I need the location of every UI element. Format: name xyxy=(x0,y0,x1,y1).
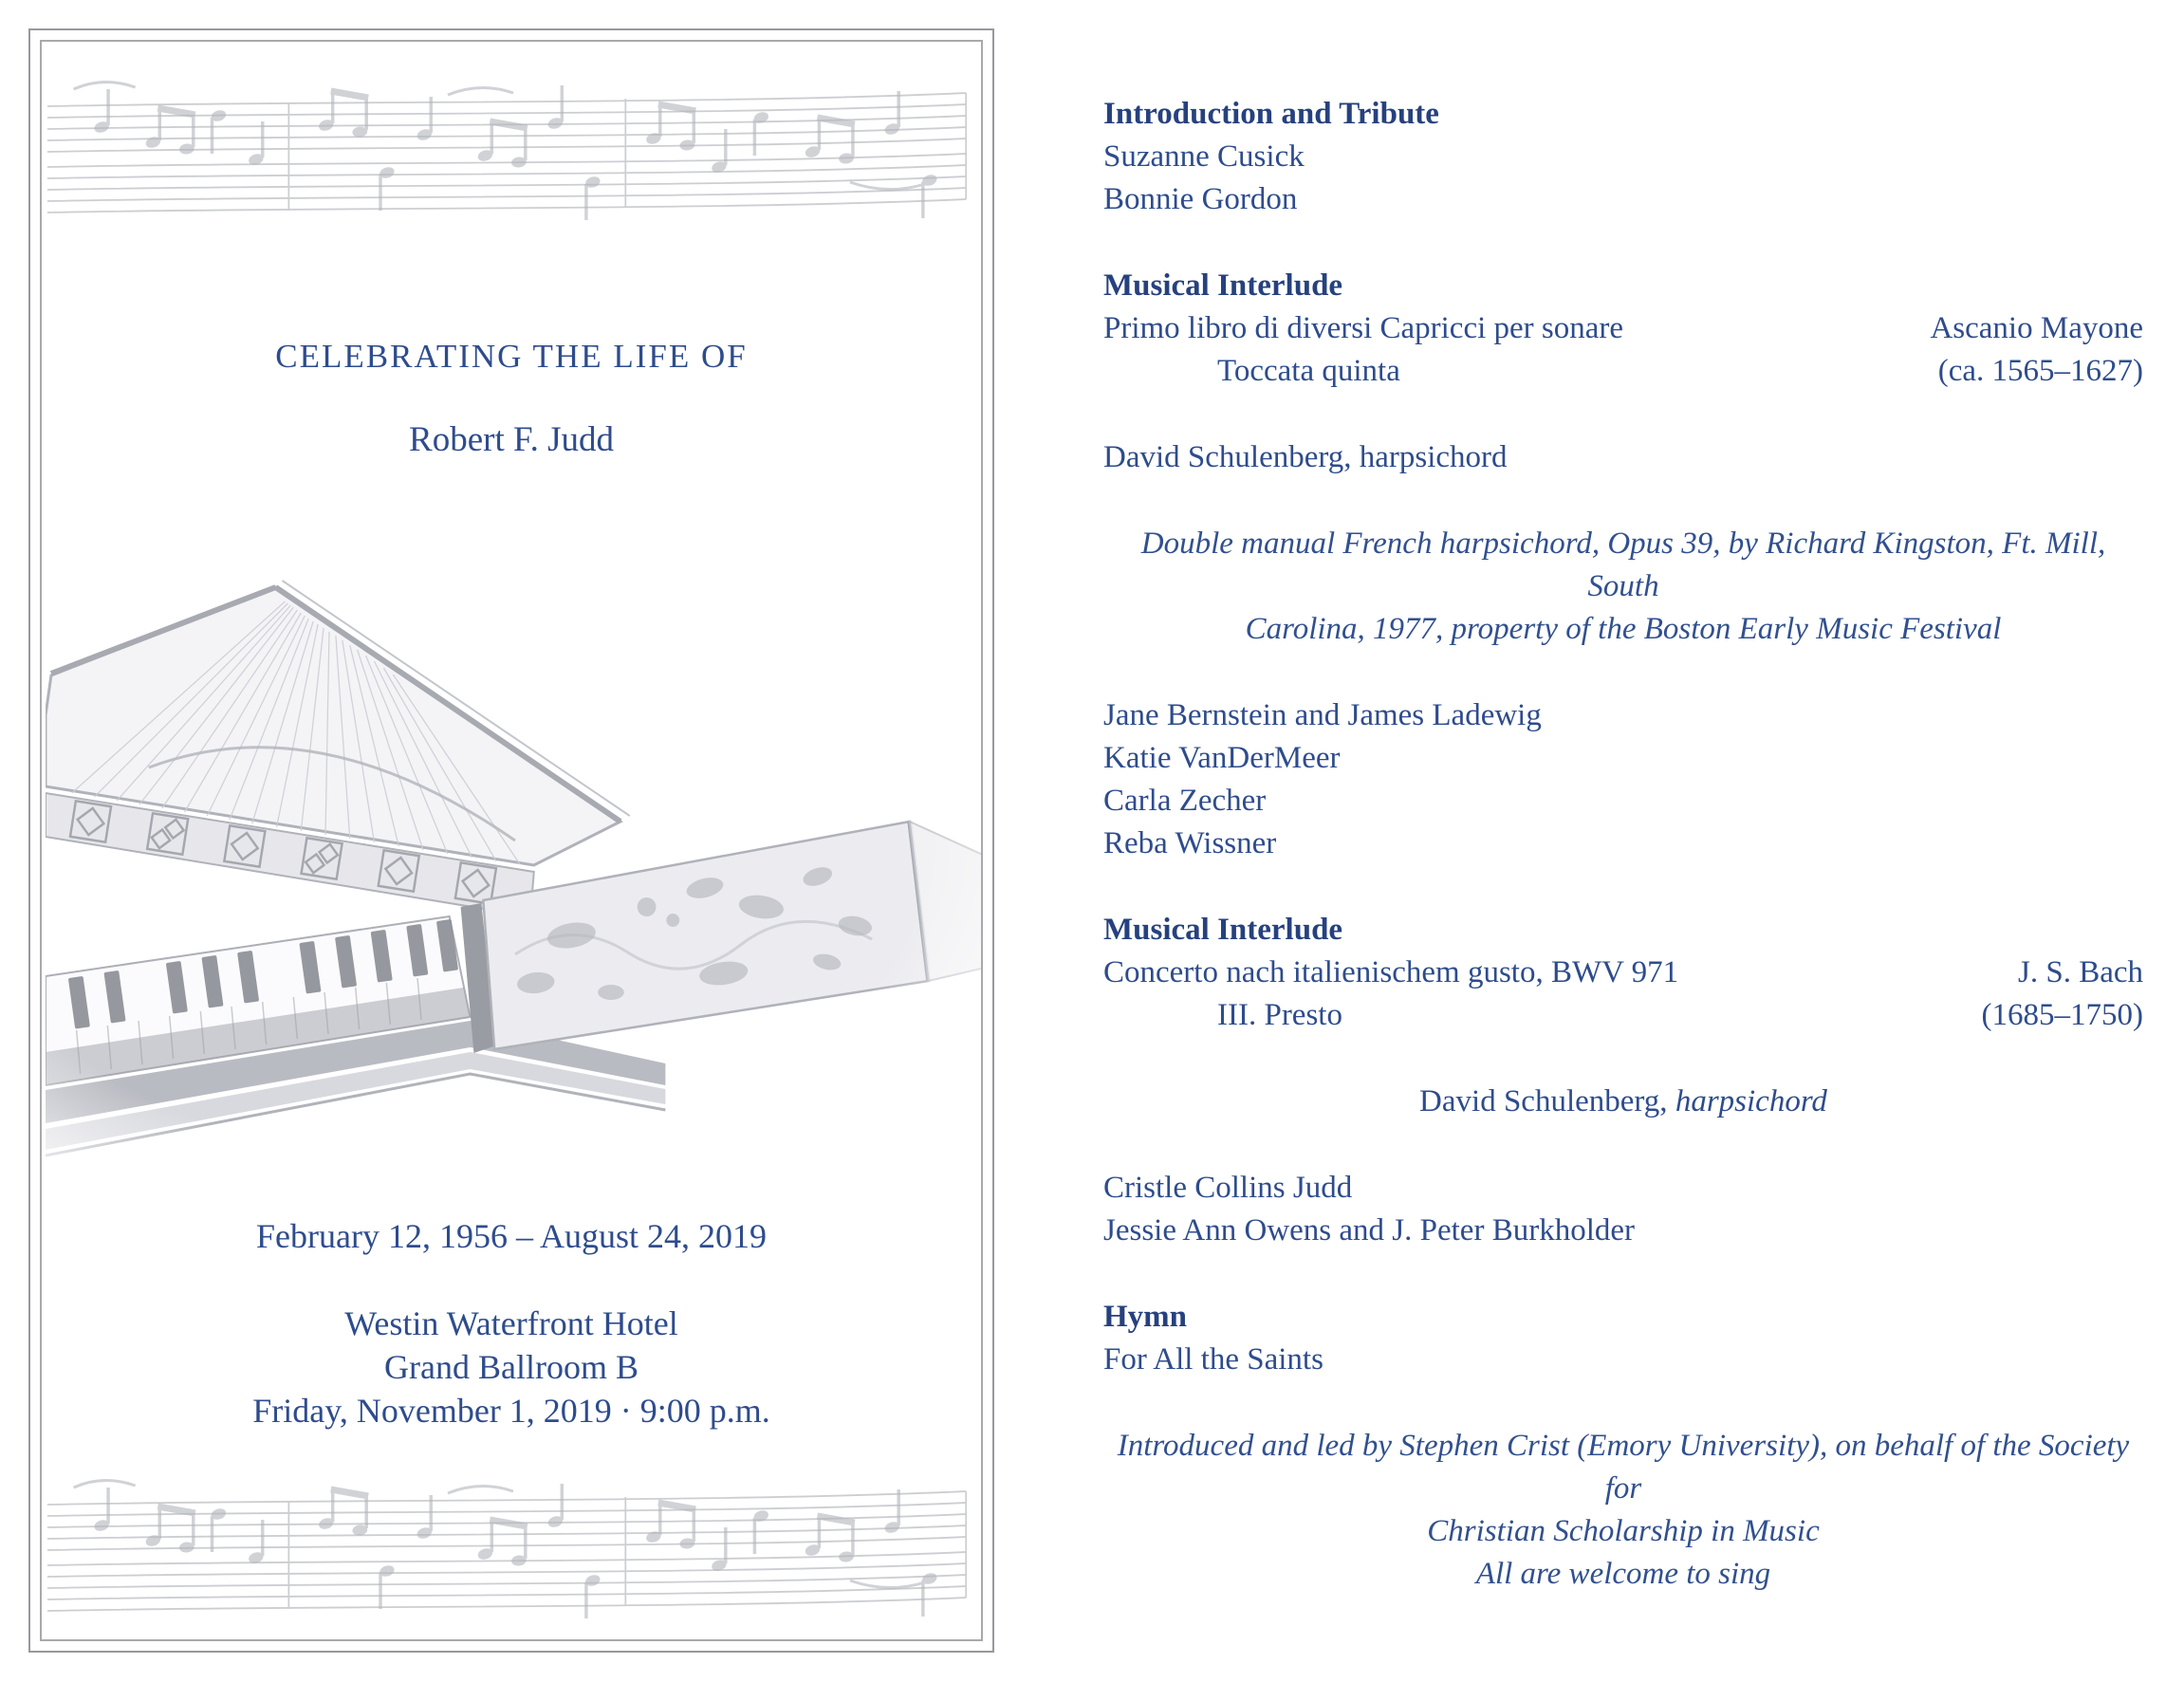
movement-title: III. Presto xyxy=(1217,998,1342,1032)
cover-inner-border xyxy=(40,40,983,1641)
music-manuscript-bottom-image xyxy=(46,1467,981,1633)
venue-room: Grand Ballroom B xyxy=(384,1348,639,1386)
section-heading: Hymn xyxy=(1103,1300,1188,1334)
program-section-introduction xyxy=(1103,93,2143,221)
life-dates: February 12, 1956 – August 24, 2019 xyxy=(256,1217,767,1255)
speaker-name: Jessie Ann Owens and J. Peter Burkholder xyxy=(1103,1213,1636,1248)
speaker-name: Bonnie Gordon xyxy=(1103,182,1298,216)
deceased-name: Robert F. Judd xyxy=(409,420,614,459)
program-section-hymn xyxy=(1103,1296,2143,1381)
speaker-name: Cristle Collins Judd xyxy=(1103,1171,1353,1205)
event-datetime: Friday, November 1, 2019 · 9:00 p.m. xyxy=(252,1392,770,1430)
speaker-name: Suzanne Cusick xyxy=(1103,139,1305,174)
speaker-name: Katie VanDerMeer xyxy=(1103,741,1341,775)
program-order-column xyxy=(1103,93,2143,1596)
section-heading: Musical Interlude xyxy=(1103,913,1343,947)
work-row xyxy=(1103,952,2143,994)
work-title: Primo libro di diversi Capricci per sonare xyxy=(1103,311,1624,345)
harpsichord-image xyxy=(46,573,983,1199)
hymn-note-line: All are welcome to sing xyxy=(1475,1557,1771,1591)
venue-name: Westin Waterfront Hotel xyxy=(344,1304,678,1342)
movement-title: Toccata quinta xyxy=(1217,354,1400,388)
venue-block xyxy=(42,1302,981,1432)
hymn-note-line: Christian Scholarship in Music xyxy=(1427,1514,1820,1548)
speaker-name: Reba Wissner xyxy=(1103,826,1277,860)
performer-instrument: harpsichord xyxy=(1675,1084,1827,1118)
music-manuscript-top-image xyxy=(46,68,981,234)
program-section-interlude-2 xyxy=(1103,909,2143,1037)
section-heading: Introduction and Tribute xyxy=(1103,97,1439,131)
performer-name: David Schulenberg, harpsichord xyxy=(1103,440,1508,474)
work-row xyxy=(1103,307,2143,350)
speaker-name: Jane Bernstein and James Ladewig xyxy=(1103,698,1542,732)
composer-name: J. S. Bach xyxy=(2018,955,2143,989)
hymn-note xyxy=(1103,1425,2143,1596)
composer-name: Ascanio Mayone xyxy=(1930,311,2143,345)
instrument-note-line: Carolina, 1977, property of the Boston Early Music Festival xyxy=(1245,612,2002,646)
composer-dates: (ca. 1565–1627) xyxy=(1937,354,2143,388)
work-title: Concerto nach italienischem gusto, BWV 971 xyxy=(1103,955,1679,989)
program-section-tributes-2 xyxy=(1103,694,2143,865)
composer-dates: (1685–1750) xyxy=(1981,998,2143,1032)
movement-row xyxy=(1103,994,2143,1037)
cover-title: CELEBRATING THE LIFE OF xyxy=(275,338,748,375)
program-section-interlude-1 xyxy=(1103,265,2143,393)
performer-line-centered xyxy=(1103,1081,2143,1123)
performer-line xyxy=(1103,436,2143,479)
speaker-name: Carla Zecher xyxy=(1103,784,1267,818)
hymn-title: For All the Saints xyxy=(1103,1342,1323,1377)
instrument-note-line: Double manual French harpsichord, Opus 39, by Richard Kingston, Ft. Mill, South xyxy=(1140,527,2106,603)
performer-name: David Schulenberg, xyxy=(1419,1084,1675,1118)
instrument-note xyxy=(1103,523,2143,651)
section-heading: Musical Interlude xyxy=(1103,268,1343,303)
hymn-note-line: Introduced and led by Stephen Crist (Emory University), on behalf of the Society for xyxy=(1117,1429,2130,1506)
program-section-tributes-3 xyxy=(1103,1167,2143,1252)
cover-page xyxy=(28,28,994,1653)
movement-row xyxy=(1103,350,2143,393)
